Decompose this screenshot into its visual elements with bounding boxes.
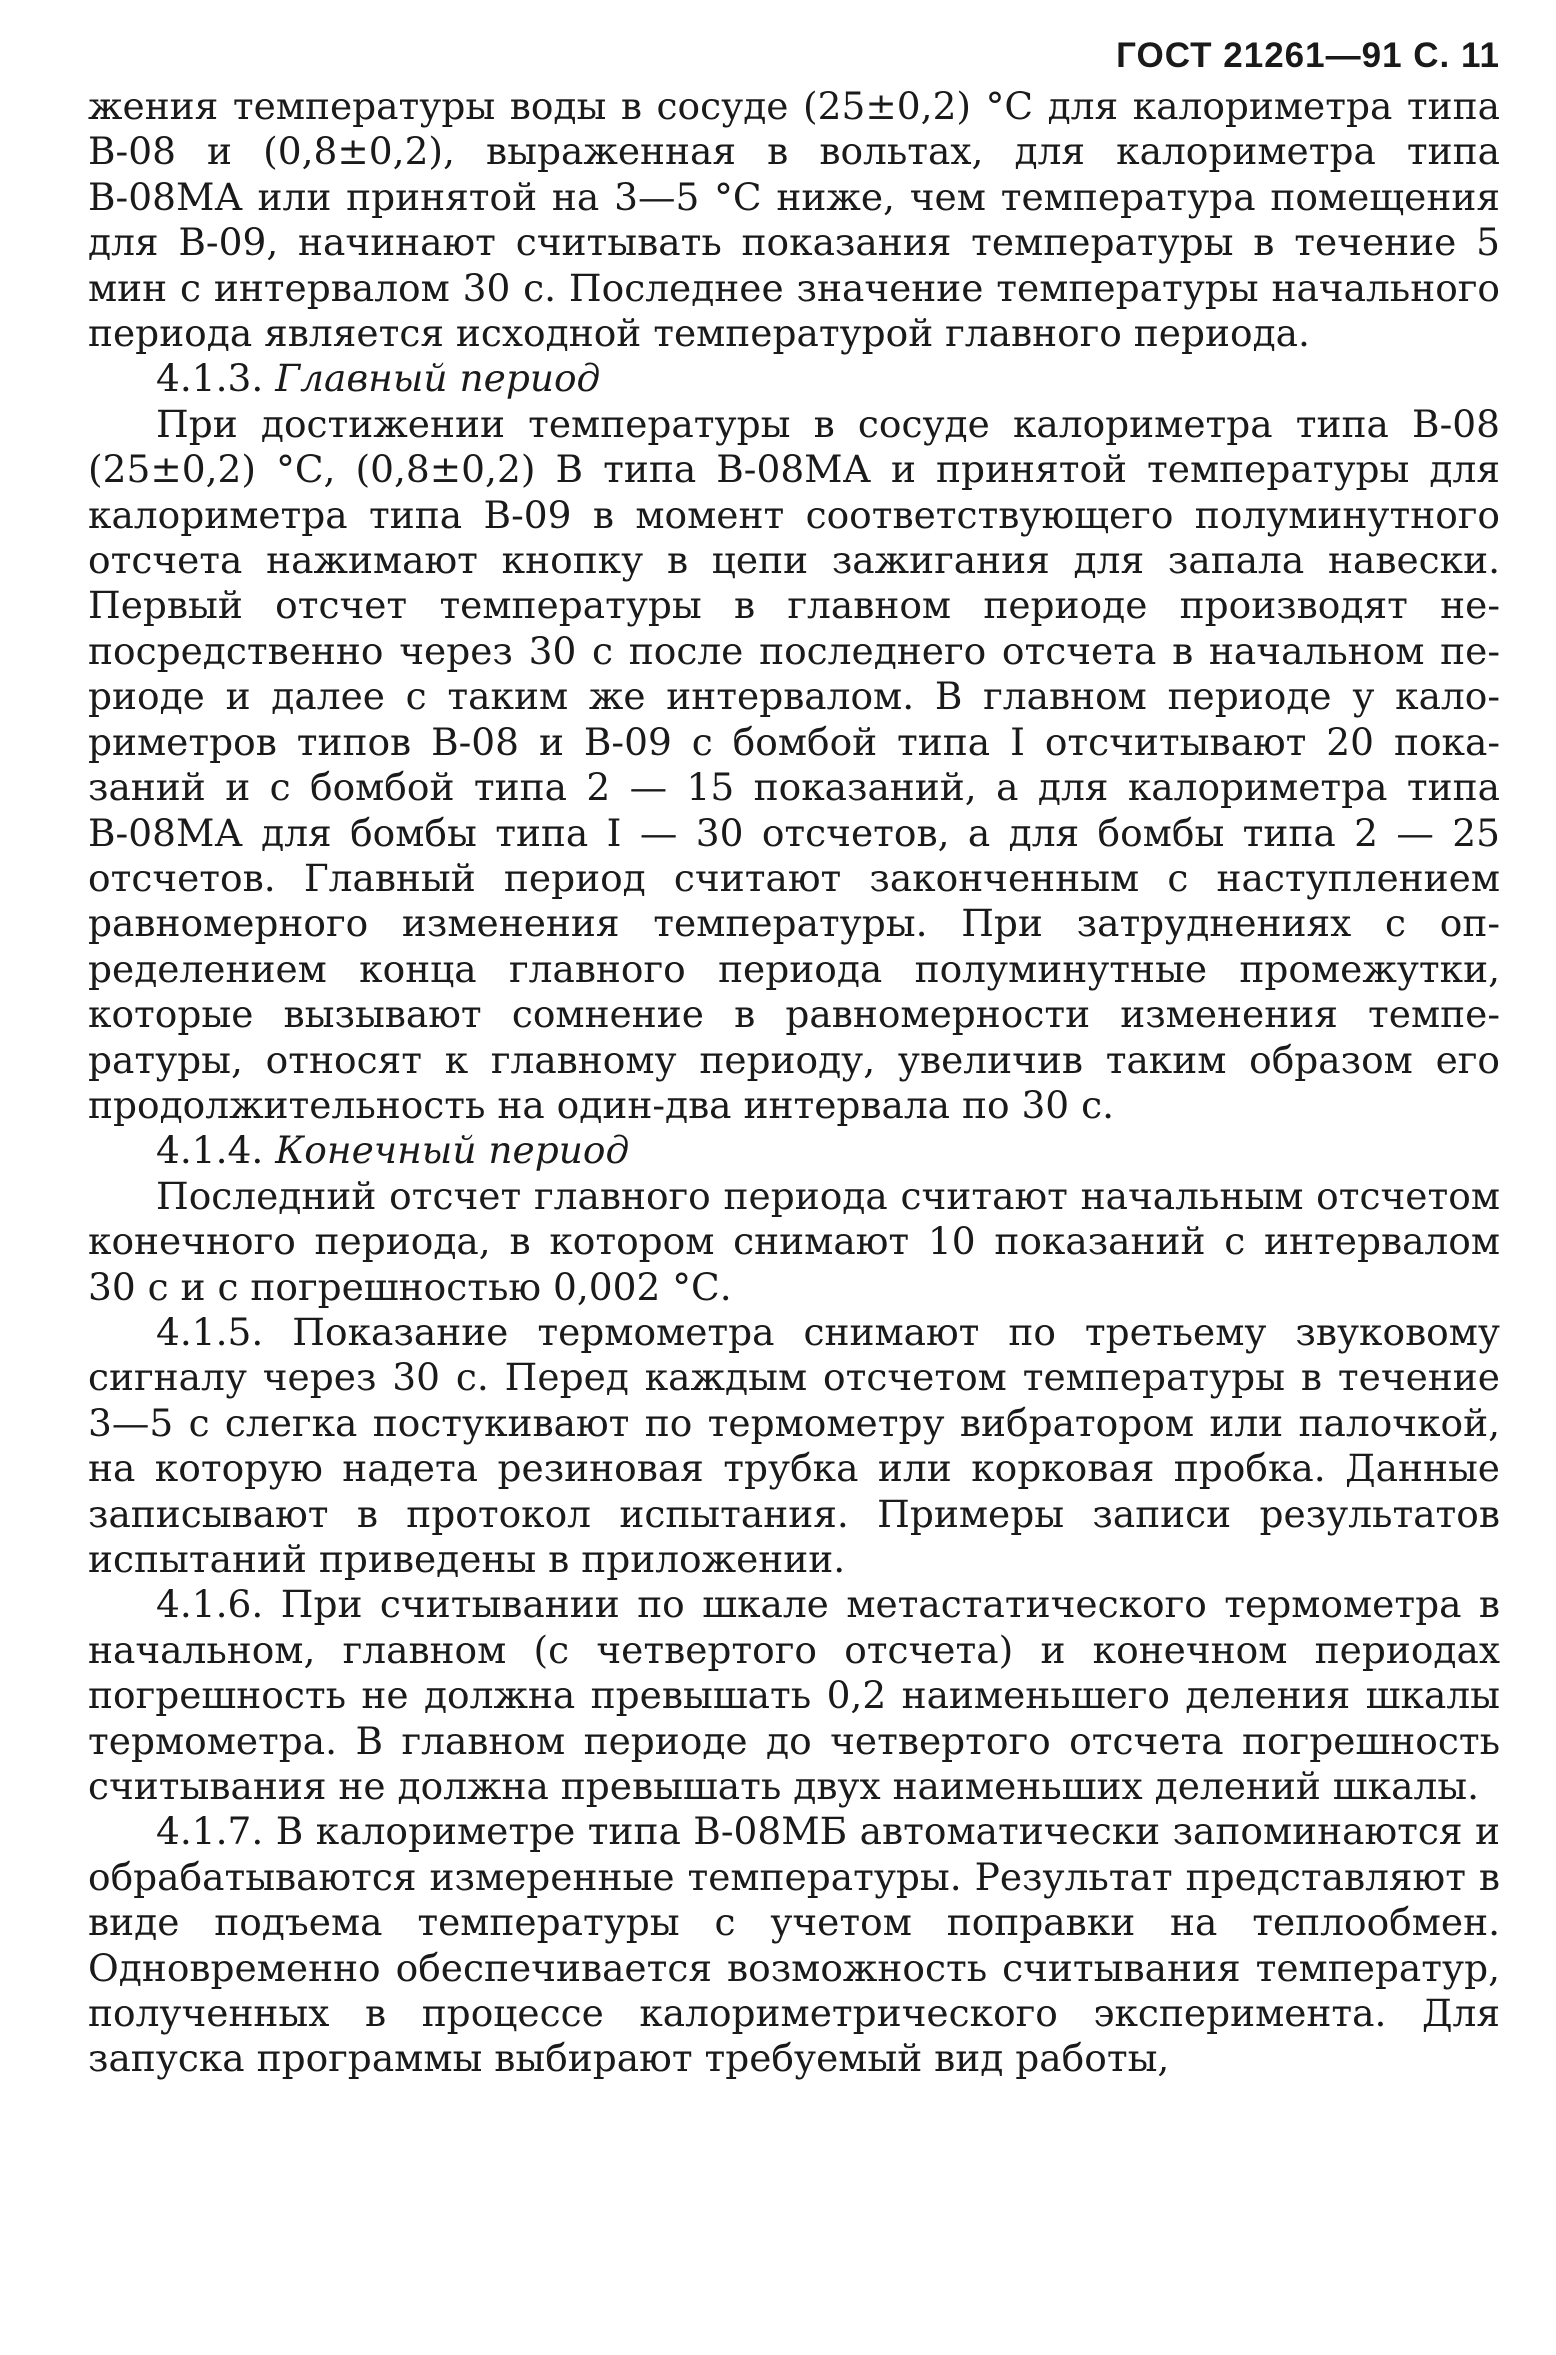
paragraph-final-period: Последний отсчет главного периода считают начальным отсчетом конечного периода, в котором снимают 10 показаний с интервалом 30 с и с погрешностью 0,002 °С. — [88, 1173, 1500, 1309]
paragraph-4-1-5: 4.1.5. Показание термометра снимают по третьему звуковому сигналу через 30 с. Перед каждым отсчетом температуры в течение 3—5 с слегка постукивают по термометру вибратором или палочкой, на которую надета резиновая трубка или корковая пробка. Данные записывают в протокол испытания. Примеры записи результатов испытаний приведены в приложении. — [88, 1309, 1500, 1581]
paragraph-4-1-7: 4.1.7. В калориметре типа В-08МБ автоматически запоминаются и обрабатываются измеренные температуры. Результат представляют в виде подъема температуры с учетом поправки на теплообмен. Одновременно обеспечивается возможность считывания температур, полученных в процессе калориметрического эксперимента. Для запуска программы выбирают требуемый вид работы, — [88, 1809, 1500, 2081]
section-title: Главный период — [275, 356, 601, 401]
section-heading-4-1-4 — [88, 1128, 1500, 1173]
section-number: 4.1.3. — [156, 356, 264, 401]
document-page — [88, 30, 1500, 2082]
paragraph-main-period: При достижении температуры в сосуде калориметра типа В-08 (25±0,2) °С, (0,8±0,2) В типа В-08МА и принятой температуры для калориметра типа В-09 в момент соответствующего полуминутного отсчета нажимают кнопку в цепи зажигания для запала навески. Первый отсчет температуры в главном периоде производят непосредственно через 30 с после последнего отсчета в начальном периоде и далее с таким же интервалом. В главном периоде у калориметров типов В-08 и В-09 с бомбой типа I отсчитывают 20 показаний и с бомбой типа 2 — 15 показаний, а для калориметра типа В-08МА для бомбы типа I — 30 отсчетов, а для бомбы типа 2 — 25 отсчетов. Главный период считают законченным с наступлением равномерного изменения температуры. При затруднениях с определением конца главного периода полуминутные промежутки, которые вызывают сомнение в равномерности изменения температуры, относят к главному периоду, увеличив таким образом его продолжительность на один-два интервала по 30 с. — [88, 401, 1500, 1127]
paragraph-continuation: жения температуры воды в сосуде (25±0,2) °С для калориметра типа В-08 и (0,8±0,2), выраженная в вольтах, для калориметра типа В-08МА или принятой на 3—5 °С ниже, чем температура помещения для В-09, начинают считывать показания температуры в течение 5 мин с интервалом 30 с. Последнее значение температуры начального периода является исходной температурой главного периода. — [88, 84, 1500, 356]
document-body — [88, 84, 1500, 2082]
section-number: 4.1.4. — [156, 1128, 264, 1173]
running-header: ГОСТ 21261—91 С. 11 — [1116, 36, 1500, 75]
section-title: Конечный период — [275, 1128, 630, 1173]
paragraph-4-1-6: 4.1.6. При считывании по шкале метастатического термометра в начальном, главном (с четвертого отсчета) и конечном периодах погрешность не должна превышать 0,2 наименьшего деления шкалы термометра. В главном периоде до четвертого отсчета погрешность считывания не должна превышать двух наименьших делений шкалы. — [88, 1582, 1500, 1809]
section-heading-4-1-3 — [88, 356, 1500, 401]
